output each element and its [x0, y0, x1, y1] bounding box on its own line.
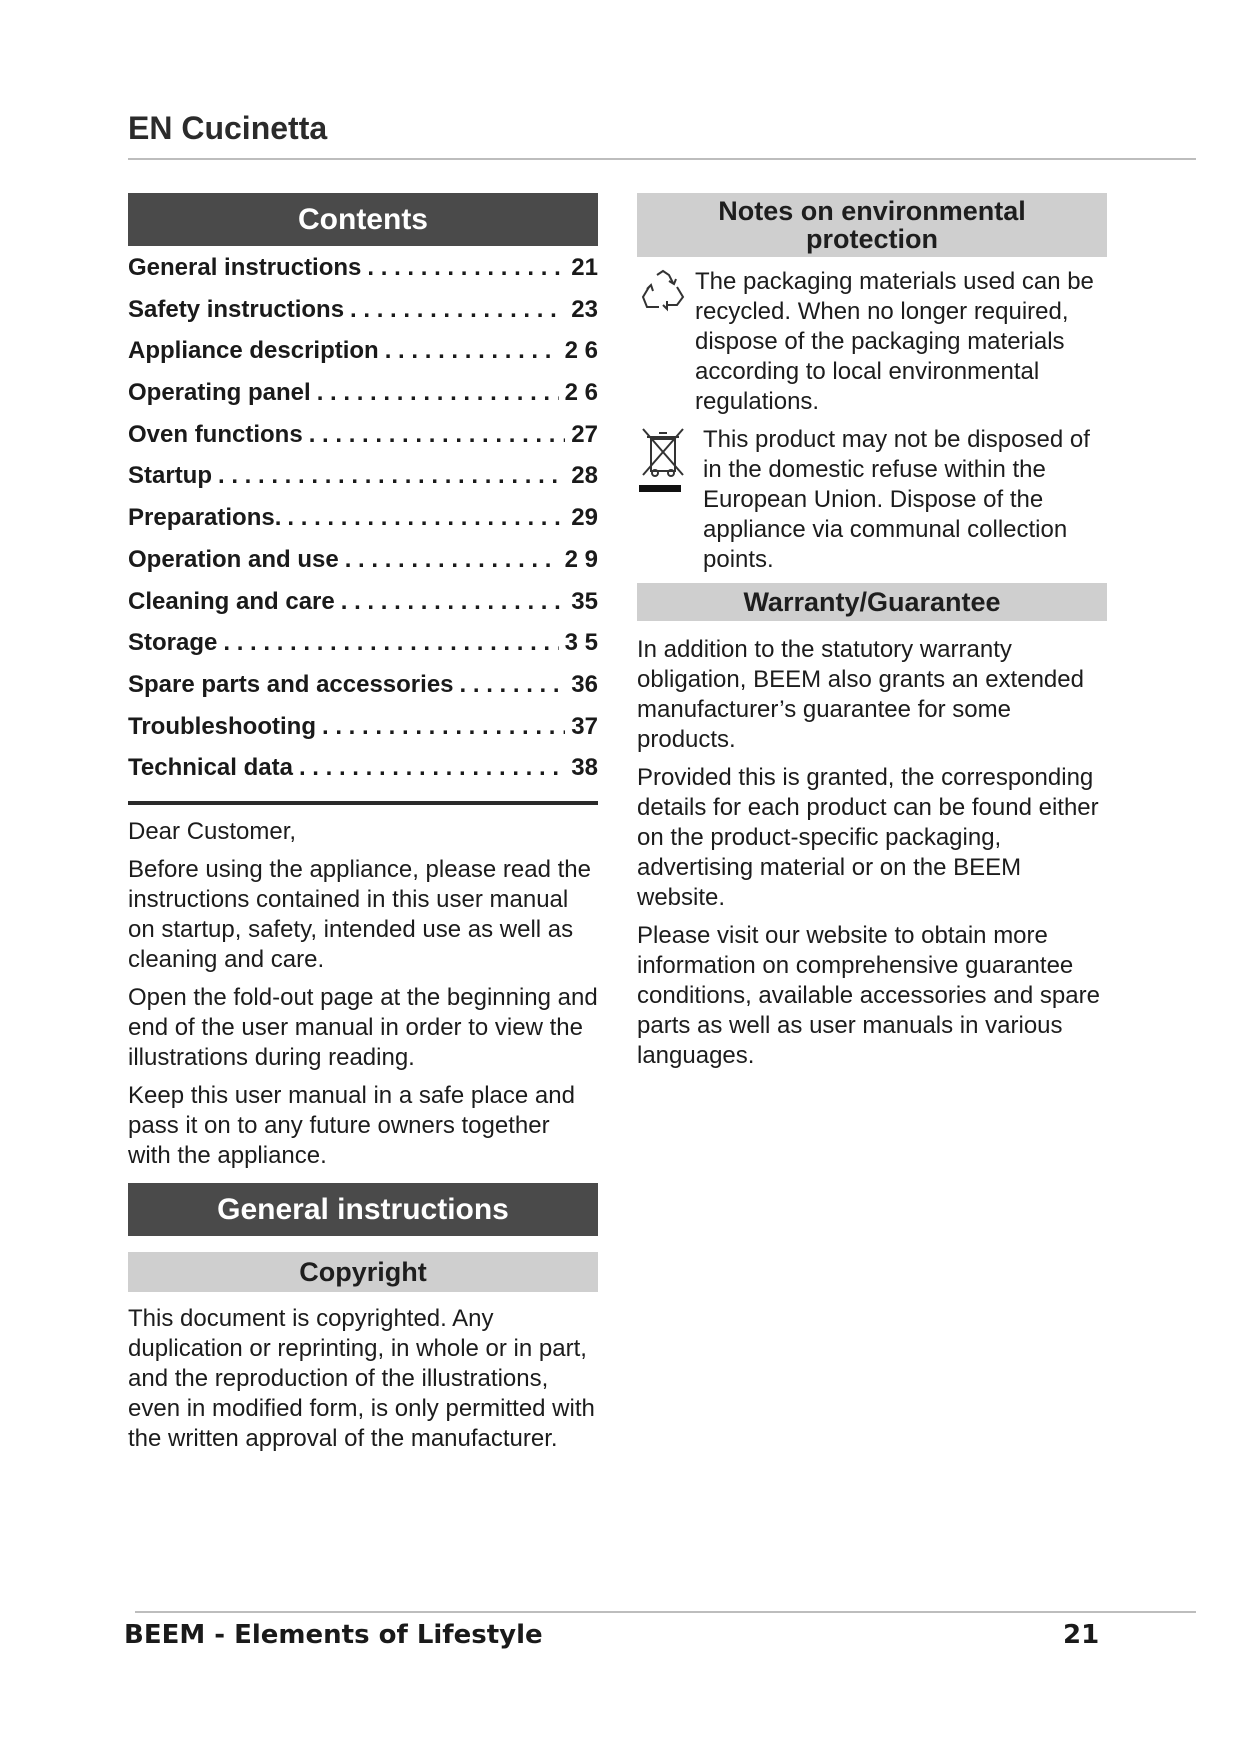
intro-paragraph: Before using the appliance, please read the instructions contained in this user manual on startup, safety, intended use as well as cleaning and care.: [128, 855, 591, 973]
toc-entry[interactable]: [128, 539, 598, 581]
toc-entry-page: 21: [571, 254, 598, 281]
toc-entry[interactable]: [128, 497, 598, 539]
header-divider: [128, 158, 1196, 160]
toc-entry-page: 27: [571, 420, 598, 448]
toc-entry-page: 36: [571, 670, 598, 698]
toc-leader: [223, 622, 558, 664]
toc-entry[interactable]: [128, 414, 598, 456]
toc-leader: [367, 247, 565, 289]
recycle-notice: [637, 267, 1107, 417]
toc-entry-title: General instructions: [128, 254, 362, 281]
footer-divider: [135, 1611, 1196, 1613]
intro-paragraph: Keep this user manual in a safe place and pass it on to any future owners together with the appliance.: [128, 1081, 575, 1169]
toc-leader: [218, 455, 565, 497]
toc-entry[interactable]: [128, 706, 598, 748]
table-of-contents: [128, 247, 598, 789]
salutation: Dear Customer,: [128, 817, 297, 845]
contents-heading: Contents: [128, 193, 598, 246]
toc-entry-title: Preparations.: [128, 504, 282, 532]
toc-entry-title: Troubleshooting: [128, 712, 316, 740]
toc-leader: [317, 372, 559, 414]
toc-entry[interactable]: [128, 664, 598, 706]
toc-entry[interactable]: [128, 747, 598, 789]
toc-entry[interactable]: [128, 372, 598, 414]
crossed-bin-icon: [637, 425, 703, 500]
toc-entry-title: Technical data: [128, 754, 293, 782]
toc-entry-title: Appliance description: [128, 337, 379, 365]
general-instructions-heading: General instructions: [128, 1183, 598, 1236]
toc-entry[interactable]: [128, 330, 598, 372]
toc-entry-title: Oven functions: [128, 420, 303, 448]
toc-leader: [385, 330, 559, 372]
toc-entry-page: 35: [571, 587, 598, 615]
toc-entry-title: Startup: [128, 462, 212, 490]
toc-leader: [350, 289, 565, 331]
warranty-paragraph: Please visit our website to obtain more information on comprehensive guarantee conditions, available accessories and spare parts as well as user manuals in various languages.: [637, 922, 1100, 1069]
toc-leader: [309, 414, 566, 456]
intro-paragraph: Open the fold-out page at the beginning and end of the user manual in order to view the illustrations during reading.: [128, 983, 598, 1071]
toc-leader: [341, 581, 566, 623]
left-column: [128, 193, 598, 1454]
recycle-text: The packaging materials used can be recycled. When no longer required, dispose of the packaging materials according to local environmental regulations.: [695, 268, 1094, 415]
toc-entry-page: 37: [571, 712, 598, 740]
toc-entry-title: Cleaning and care: [128, 587, 335, 615]
toc-entry-page: 29: [571, 504, 598, 532]
toc-entry[interactable]: [128, 247, 598, 289]
toc-entry-title: Spare parts and accessories: [128, 670, 454, 698]
copyright-heading: Copyright: [128, 1252, 598, 1292]
toc-leader: [287, 497, 565, 539]
copyright-text: This document is copyrighted. Any duplication or reprinting, in whole or in part, and the reproduction of the illustrations, even in modified form, is only permitted with the written approval of the manufacturer.: [128, 1304, 595, 1452]
environment-heading: Notes on environmental protection: [637, 193, 1107, 257]
toc-entry-title: Storage: [128, 629, 218, 657]
toc-entry-page: 23: [571, 295, 598, 323]
warranty-paragraph: In addition to the statutory warranty obligation, BEEM also grants an extended manufacturer’s guarantee for some products.: [637, 636, 1084, 753]
page-header: EN Cucinetta: [128, 110, 328, 146]
toc-entry-page: 3 5: [564, 629, 598, 657]
page-number: 21: [1063, 1620, 1100, 1650]
toc-entry-title: Operation and use: [128, 545, 339, 573]
toc-leader: [460, 664, 566, 706]
toc-entry-page: 38: [571, 754, 598, 782]
warranty-heading: Warranty/Guarantee: [637, 583, 1107, 621]
toc-leader: [345, 539, 559, 581]
toc-entry[interactable]: [128, 622, 598, 664]
toc-entry-title: Safety instructions: [128, 295, 345, 323]
toc-entry-page: 2 6: [564, 337, 598, 365]
weee-text: This product may not be disposed of in the domestic refuse within the European Union. Dispose of the appliance via communal collection points.: [703, 426, 1090, 573]
toc-leader: [322, 706, 565, 748]
weee-notice: [637, 425, 1107, 575]
warranty-paragraph: Provided this is granted, the corresponding details for each product can be found either on the product-specific packaging, advertising material or on the BEEM website.: [637, 764, 1099, 911]
footer-brand: BEEM - Elements of Lifestyle: [124, 1620, 543, 1650]
toc-entry-title: Operating panel: [128, 379, 311, 407]
toc-leader: [299, 747, 565, 789]
right-column: [637, 193, 1107, 1071]
recycle-icon: [637, 267, 695, 324]
toc-entry[interactable]: [128, 289, 598, 331]
toc-entry-page: 2 9: [564, 545, 598, 573]
toc-entry-page: 28: [571, 462, 598, 490]
toc-entry[interactable]: [128, 581, 598, 623]
toc-entry-page: 2 6: [564, 379, 598, 407]
toc-entry[interactable]: [128, 455, 598, 497]
